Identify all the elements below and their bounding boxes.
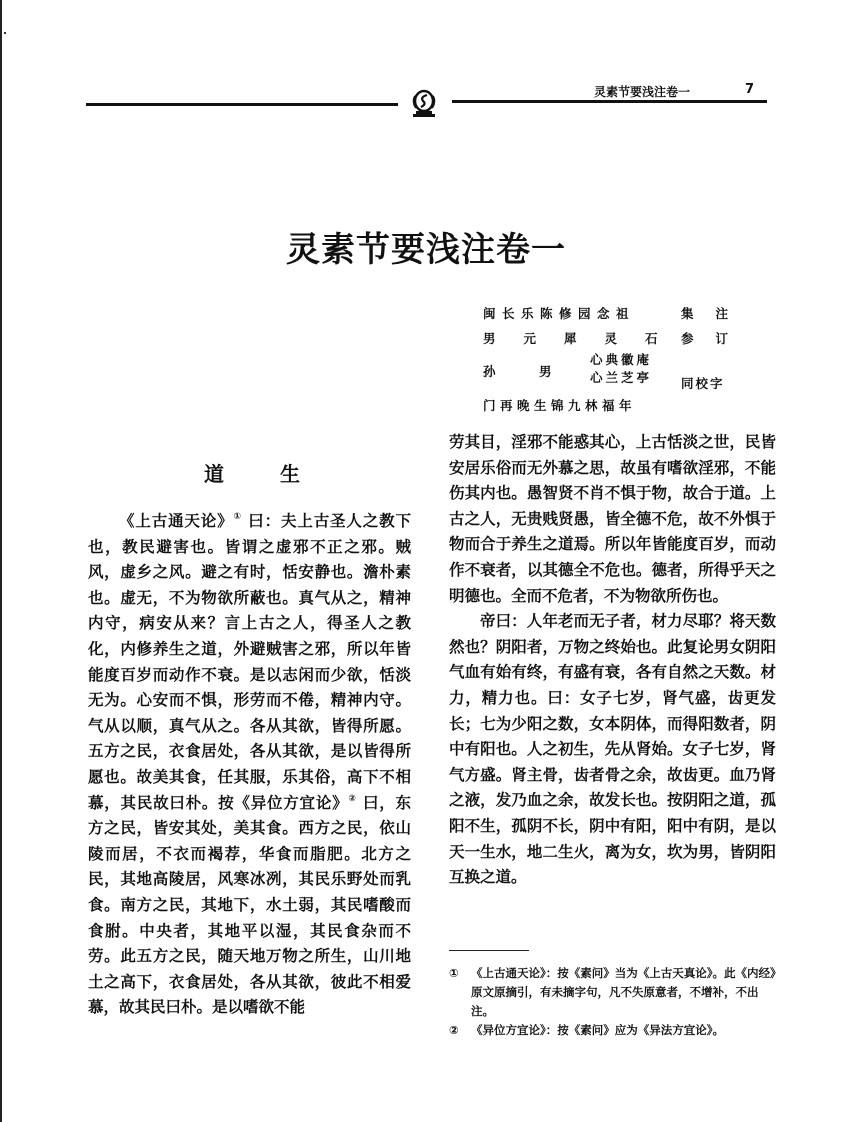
footnote-mark: ① xyxy=(449,966,459,980)
footnote-ref-2[interactable]: ② xyxy=(348,793,357,804)
publisher-emblem-icon xyxy=(409,88,439,118)
footnote-1 xyxy=(449,964,779,1021)
footnote-divider xyxy=(449,950,529,951)
credit-disciple: 门再晚生锦九林福年 xyxy=(483,398,637,413)
section-heading xyxy=(204,458,300,487)
citation-title: 《上古通天论》 xyxy=(119,512,234,530)
paragraph xyxy=(88,509,411,1021)
section-heading-right: 生 xyxy=(280,462,300,486)
credit-son-role: 参订 xyxy=(681,331,751,346)
footnote-text: 《异位方宜论》：按《素问》应为《异法方宜论》。 xyxy=(471,1023,724,1037)
page-number: 7 xyxy=(745,82,755,97)
section-heading-left: 道 xyxy=(204,462,224,486)
credit-grandson-name-2: 心兰芝亭 xyxy=(590,370,653,385)
credit-author-role: 集注 xyxy=(681,306,751,321)
footnote-mark: ② xyxy=(449,1023,459,1037)
footnote-2 xyxy=(449,1021,779,1040)
paragraph-text: 曰：夫上古圣人之教下也，教民避害也。皆谓之虚邪不正之邪。贼风，虚乡之风。避之有时，恬安静也。澹朴素也。虚无，不为物欲所蔽也。真气从之，精神内守，病安从来？言上古之人，得圣人之教化，内修养生之道，外避贼害之邪，所以年皆能度百岁而动作不衰。是以志闲而少欲，恬淡无为。心安而不惧，形劳而不倦，精神内守。气从以顺，真气从之。各从其欲，皆得所愿。五方之民，衣食居处，各从其欲，是以皆得所愿也。故美其食，任其服，乐其俗，高下不相慕，其民故曰朴。按《异位方宜论》 xyxy=(88,512,411,812)
credit-grandson-prefix: 孙 xyxy=(483,364,496,379)
credit-grandson-role: 同校字 xyxy=(681,376,725,391)
paragraph-text: 曰，东方之民，皆安其处，美其食。西方之民，依山陵而居，不衣而褐荐，华食而脂肥。北方之民，其地高陵居，风寒冰冽，其民乐野处而乳食。南方之民，其地下，水土弱，其民嗜酸而食胕。中央者，其地平以湿，其民食杂而不劳。此五方之民，随天地万物之所生，山川地土之高下，衣食居处，各从其欲，彼此不相爱慕，故其民曰朴。是以嗜欲不能 xyxy=(88,793,411,1017)
credit-son: 男元犀灵石 xyxy=(483,331,686,346)
chapter-title: 灵素节要浅注卷一 xyxy=(286,230,566,270)
credit-author: 闽长乐陈修园念祖 xyxy=(483,306,636,321)
footnote-ref-1[interactable]: ① xyxy=(233,512,242,522)
paragraph: 帝曰：人年老而无子者，材力尽耶？将天数然也？阴阳者，万物之终始也。此复论男女阴阳气血有始有终，有盛有衰，各有自然之天数。材力，精力也。曰：女子七岁，肾气盛，齿更发长；七为少阳之数，女本阴体，而得阳数者，阴中有阳也。人之初生，先从肾始。女子七岁，肾气方盛。肾主骨，齿者骨之余，故齿更。血乃肾之液，发乃血之余，故发长也。按阴阳之道，孤阳不生，孤阴不长，阴中有阳，阳中有阴，是以天一生水，地二生火，离为女，坎为男，皆阴阳互换之道。 xyxy=(449,612,776,887)
running-header-title: 灵素节要浅注卷一 xyxy=(594,85,691,99)
body-column-left xyxy=(88,509,411,1021)
header-rule-left xyxy=(86,103,398,106)
credit-grandson-relation: 男 xyxy=(539,364,552,379)
page-edge-line xyxy=(0,0,2,1122)
paragraph: 劳其目，淫邪不能惑其心，上古恬淡之世，民皆安居乐俗而无外慕之思，故虽有嗜欲淫邪，不能伤其内也。愚智贤不肖不惧于物，故合于道。上古之人，无贵贱贤愚，皆全德不危，故不外惧于物而合于养生之道焉。所以年皆能度百岁，而动作不衰者，以其德全不危也。德者，所得乎天之明德也。全而不危者，不为物欲所伤也。 xyxy=(449,433,776,605)
credit-grandson-name-1: 心典徽庵 xyxy=(590,352,653,367)
body-column-right xyxy=(449,430,776,891)
footnote-text: 《上古通天论》：按《素问》当为《上古天真论》。此《内经》原文原摘引，有未摘字句，凡不失原意者，不增补，不出注。 xyxy=(471,966,776,1018)
scan-speck xyxy=(4,32,6,34)
header-rule-right xyxy=(452,100,767,103)
footnotes xyxy=(449,964,779,1040)
